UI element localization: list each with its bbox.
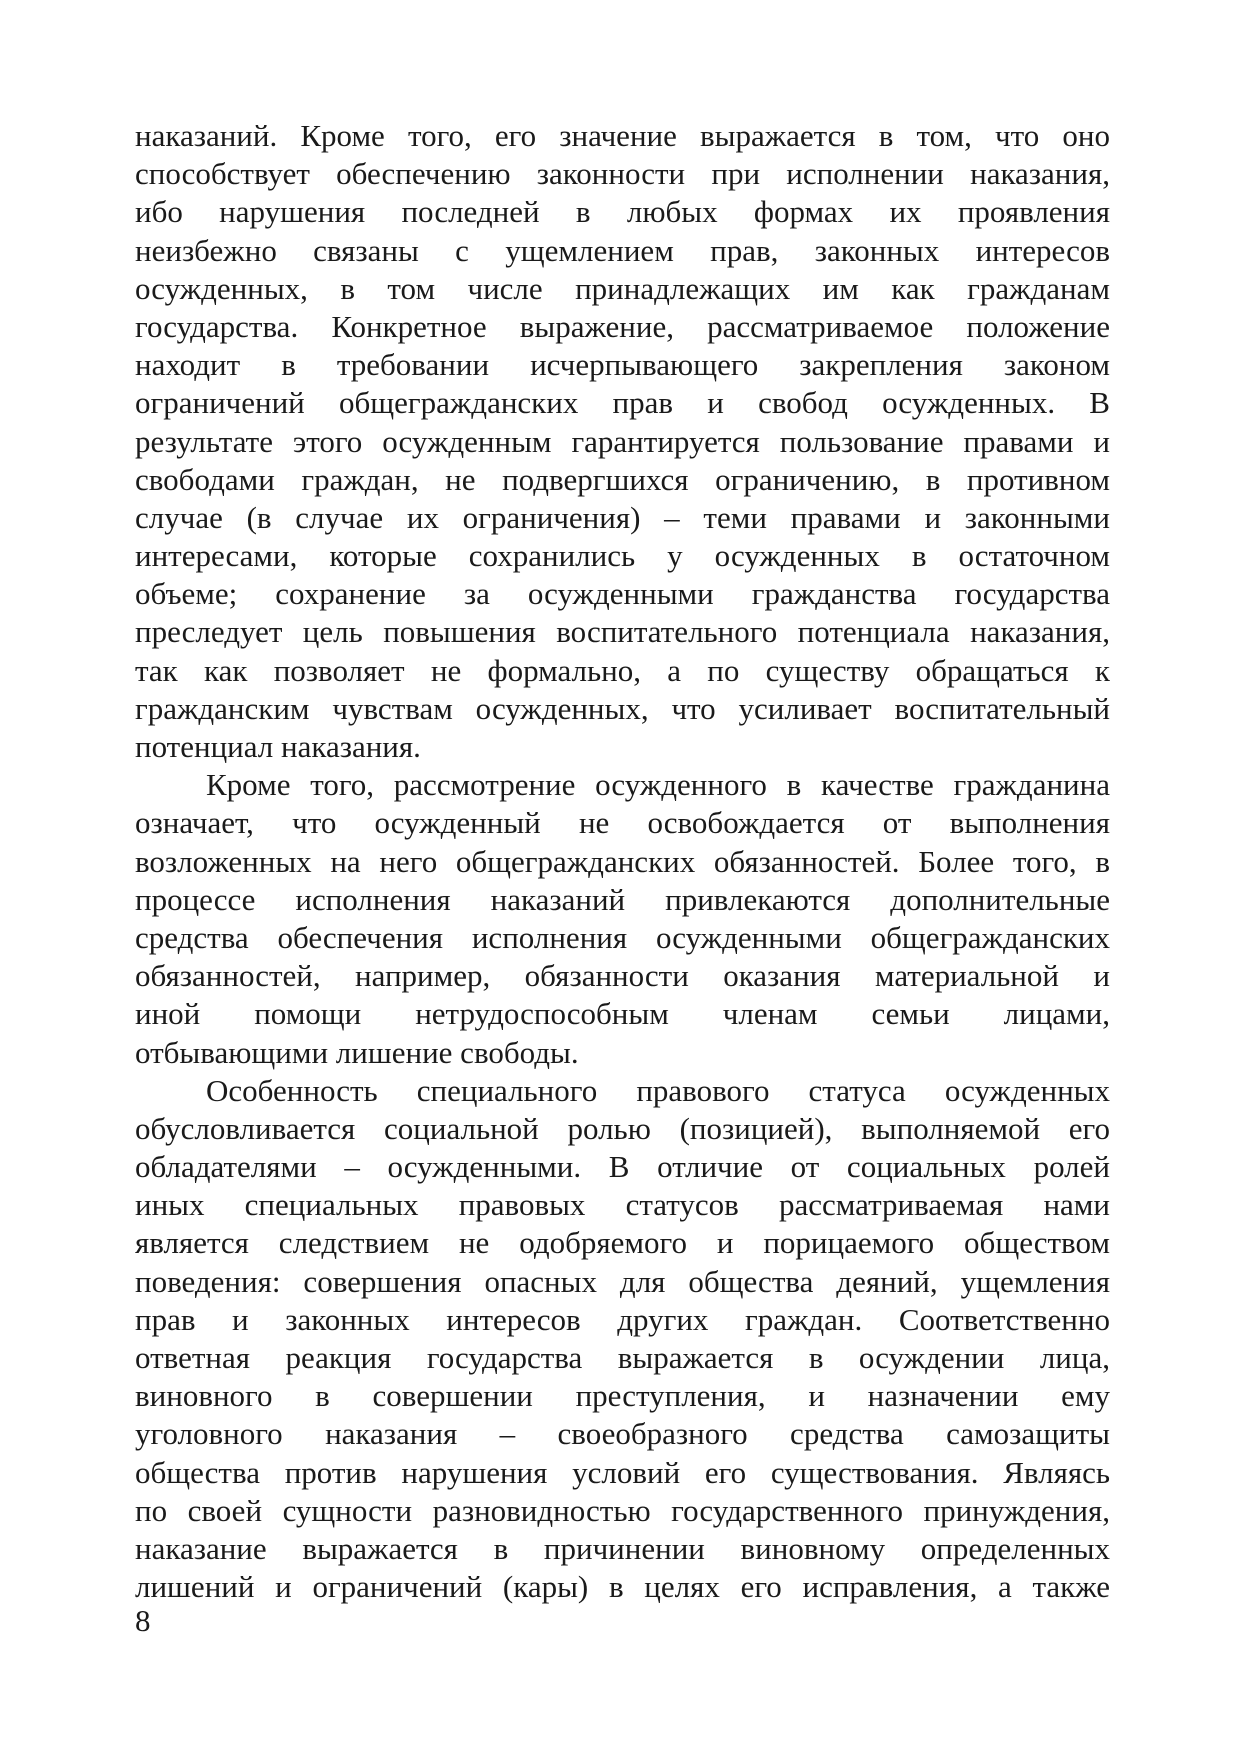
text-line: виновного в совершении преступления, и назначении ему	[135, 1378, 1110, 1414]
text-line: Кроме того, рассмотрение осужденного в качестве гражданина	[206, 767, 1110, 803]
text-line: преследует цель повышения воспитательного потенциала наказания,	[135, 614, 1110, 650]
text-line: Особенность специального правового статуса осужденных	[206, 1072, 1110, 1108]
text-line: способствует обеспечению законности при исполнении наказания,	[135, 156, 1110, 192]
page-number: 8	[135, 1603, 151, 1638]
document-body	[135, 117, 1110, 1606]
text-line: ответная реакция государства выражается в осуждении лица,	[135, 1340, 1110, 1375]
text-line: поведения: совершения опасных для общества деяний, ущемления	[135, 1263, 1110, 1299]
text-line: означает, что осужденный не освобождается от выполнения	[135, 805, 1110, 841]
text-line: осужденных, в том числе принадлежащих им как гражданам	[135, 270, 1110, 306]
paragraph	[135, 1072, 1110, 1607]
paragraph	[135, 766, 1110, 1072]
text-line: возложенных на него общегражданских обязанностей. Более того, в	[135, 843, 1110, 879]
text-line: общества против нарушения условий его существования. Являясь	[135, 1454, 1110, 1490]
text-line: отбывающими лишение свободы.	[135, 1034, 579, 1070]
text-line: иных специальных правовых статусов рассматриваемая нами	[135, 1187, 1110, 1223]
text-line: наказание выражается в причинении виновному определенных	[135, 1530, 1110, 1566]
text-line: гражданским чувствам осужденных, что усиливает воспитательный	[135, 690, 1110, 726]
text-line: неизбежно связаны с ущемлением прав, законных интересов	[135, 232, 1110, 268]
text-line: ибо нарушения последней в любых формах их проявления	[135, 194, 1110, 230]
text-line: обладателями – осужденными. В отличие от социальных ролей	[135, 1149, 1110, 1185]
text-line: интересами, которые сохранились у осужденных в остаточном	[135, 538, 1110, 574]
text-line: процессе исполнения наказаний привлекаются дополнительные	[135, 881, 1110, 917]
text-line: государства. Конкретное выражение, рассматриваемое положение	[135, 308, 1110, 344]
text-line: обязанностей, например, обязанности оказания материальной и	[135, 958, 1110, 994]
text-line: случае (в случае их ограничения) – теми правами и законными	[135, 499, 1110, 535]
text-line: иной помощи нетрудоспособным членам семьи лицами,	[135, 996, 1110, 1032]
text-line: результате этого осужденным гарантируется пользование правами и	[135, 423, 1110, 459]
text-line: по своей сущности разновидностью государственного принуждения,	[135, 1492, 1110, 1528]
text-line: уголовного наказания – своеобразного средства самозащиты	[135, 1416, 1110, 1452]
text-line: находит в требовании исчерпывающего закрепления законом	[135, 347, 1110, 383]
text-line: так как позволяет не формально, а по существу обращаться к	[135, 652, 1110, 688]
text-line: лишений и ограничений (кары) в целях его исправления, а также	[135, 1569, 1110, 1605]
text-line: средства обеспечения исполнения осужденными общегражданских	[135, 919, 1110, 955]
paragraph	[135, 117, 1110, 766]
text-line: потенциал наказания.	[135, 729, 421, 764]
text-line: является следствием не одобряемого и порицаемого обществом	[135, 1225, 1110, 1261]
text-line: ограничений общегражданских прав и свобод осужденных. В	[135, 385, 1110, 421]
text-line: объеме; сохранение за осужденными гражданства государства	[135, 576, 1110, 612]
text-line: обусловливается социальной ролью (позицией), выполняемой его	[135, 1110, 1110, 1146]
text-line: прав и законных интересов других граждан. Соответственно	[135, 1301, 1110, 1337]
text-line: наказаний. Кроме того, его значение выражается в том, что оно	[135, 118, 1110, 153]
text-line: свободами граждан, не подвергшихся ограничению, в противном	[135, 461, 1110, 497]
